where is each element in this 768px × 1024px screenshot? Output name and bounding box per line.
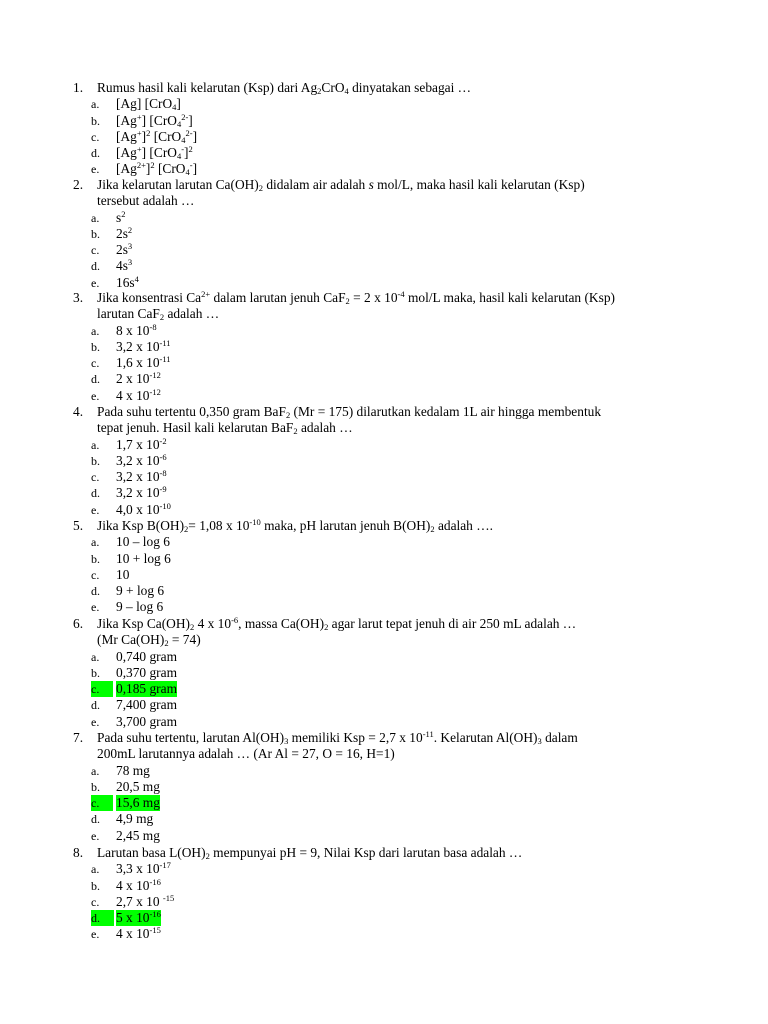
question-6 xyxy=(0,616,768,730)
question-text: Larutan basa $L(OH)_2$ mempunyai pH = 9, Nilai Ksp dari larutan basa adalah … xyxy=(97,845,523,861)
question-line xyxy=(0,177,768,193)
option-letter: d. xyxy=(91,146,100,161)
answer-option xyxy=(0,437,768,453)
option-text: 3,3 x $10^{-17}$ xyxy=(116,860,171,877)
answer-option xyxy=(0,665,768,681)
option-text: 3,2 x $10^{-6}$ xyxy=(116,451,167,468)
option-text: 5 x $10^{-16}$ xyxy=(116,909,161,926)
option-text: 0,185 gram xyxy=(116,681,177,697)
question-text: tersebut adalah … xyxy=(97,193,195,209)
option-text: 0,740 gram xyxy=(116,648,177,664)
answer-option xyxy=(0,355,768,371)
answer-option xyxy=(0,878,768,894)
answer-option xyxy=(0,567,768,583)
question-line xyxy=(0,616,768,632)
option-text: 2 x $10^{-12}$ xyxy=(116,370,161,387)
option-letter: e. xyxy=(91,600,100,615)
option-letter: a. xyxy=(91,437,100,452)
question-2 xyxy=(0,177,768,291)
option-letter: e. xyxy=(91,162,100,177)
option-text: $[Ag^{2+}]^2$ [CrO$_4$-] xyxy=(116,160,198,178)
option-letter: a. xyxy=(91,210,100,225)
question-text: 200mL larutannya adalah … (Ar Al = 27, O = 16, H=1) xyxy=(97,746,395,762)
answer-option xyxy=(0,339,768,355)
option-letter: d. xyxy=(91,584,100,599)
answer-option xyxy=(0,894,768,910)
question-line xyxy=(0,632,768,648)
question-line xyxy=(0,730,768,746)
option-text: 4 x $10^{-16}$ xyxy=(116,876,161,893)
answer-option xyxy=(0,129,768,145)
answer-option-highlighted xyxy=(0,681,768,697)
option-letter: c. xyxy=(91,894,100,909)
question-4 xyxy=(0,404,768,518)
option-text: 9 – log 6 xyxy=(116,599,164,615)
option-text: 15,6 mg xyxy=(116,795,160,811)
question-number: 4. xyxy=(73,404,84,419)
option-text: 4 x $10^{-12}$ xyxy=(116,386,161,403)
option-letter: b. xyxy=(91,226,100,241)
answer-option xyxy=(0,453,768,469)
question-text: Jika Ksp $Ca(OH)_2$ 4 x $10^{-6}$, massa $Ca(OH)_2$ agar larut tepat jenuh di air 250 mL adalah … xyxy=(97,615,577,632)
answer-option xyxy=(0,371,768,387)
option-letter: b. xyxy=(91,339,100,354)
answer-option-highlighted xyxy=(0,910,768,926)
question-text: (Mr $Ca(OH)_2 = 74$) xyxy=(97,632,201,649)
option-text: 3,2 x $10^{-8}$ xyxy=(116,468,167,485)
answer-option xyxy=(0,323,768,339)
option-letter: c. xyxy=(91,356,100,371)
question-5 xyxy=(0,518,768,616)
question-number: 2. xyxy=(73,177,84,192)
question-line xyxy=(0,404,768,420)
answer-option-highlighted xyxy=(0,795,768,811)
option-text: 8 x $10^{-8}$ xyxy=(116,321,157,338)
question-line xyxy=(0,80,768,96)
option-text: 1,6 x $10^{-11}$ xyxy=(116,354,171,371)
option-letter: c. xyxy=(91,681,113,697)
option-text: 10 xyxy=(116,566,130,582)
option-letter: a. xyxy=(91,862,100,877)
answer-option xyxy=(0,502,768,518)
option-text: [Ag+] [CrO$_4^{2-}$] xyxy=(116,111,193,129)
option-letter: e. xyxy=(91,828,100,843)
question-line xyxy=(0,746,768,762)
option-text: $2s^2$ xyxy=(116,224,133,241)
question-number: 6. xyxy=(73,616,84,631)
option-text: 2,45 mg xyxy=(116,827,160,843)
option-letter: a. xyxy=(91,649,100,664)
question-text: Jika konsentrasi $Ca^{2+}$ dalam larutan jenuh CaF$_2$ = 2 x $10^{-4}$ mol/L maka, hasil kali kelarutan (Ksp) xyxy=(97,289,615,306)
answer-option xyxy=(0,599,768,615)
option-text: 4,0 x $10^{-10}$ xyxy=(116,500,171,517)
answer-option xyxy=(0,583,768,599)
answer-option xyxy=(0,649,768,665)
option-letter: e. xyxy=(91,275,100,290)
option-letter: c. xyxy=(91,795,113,811)
option-letter: e. xyxy=(91,927,100,942)
option-text: 7,400 gram xyxy=(116,697,177,713)
answer-option xyxy=(0,861,768,877)
option-letter: e. xyxy=(91,714,100,729)
answer-option xyxy=(0,485,768,501)
answer-option xyxy=(0,714,768,730)
option-letter: d. xyxy=(91,698,100,713)
option-text: 10 – log 6 xyxy=(116,534,170,550)
option-letter: a. xyxy=(91,535,100,550)
option-text: 4,9 mg xyxy=(116,811,154,827)
question-number: 5. xyxy=(73,518,84,533)
option-text: 0,370 gram xyxy=(116,664,177,680)
option-letter: e. xyxy=(91,388,100,403)
question-line xyxy=(0,193,768,209)
option-text: 1,7 x $10^{-2}$ xyxy=(116,435,167,452)
answer-option xyxy=(0,779,768,795)
question-text: larutan CaF$_2$ adalah … xyxy=(97,306,220,323)
question-1 xyxy=(0,80,768,178)
option-text: $[Ag^+]^2$ [CrO$_4^{2-}$] xyxy=(116,127,198,145)
answer-option xyxy=(0,161,768,177)
question-text: Jika kelarutan larutan $Ca(OH)_2$ didalam air adalah s mol/L, maka hasil kali kelarutan (Ksp) xyxy=(97,177,585,193)
option-letter: c. xyxy=(91,129,100,144)
question-text: Jika Ksp $B(OH)_2= 1,08$ x $10^{-10}$ maka, pH larutan jenuh $B(OH)_2$ adalah …. xyxy=(97,517,493,534)
option-text: 2,7 x 10 $^{-15}$ xyxy=(116,892,175,909)
option-letter: d. xyxy=(91,259,100,274)
option-letter: d. xyxy=(91,910,114,926)
option-letter: c. xyxy=(91,567,100,582)
answer-option xyxy=(0,926,768,942)
answer-option xyxy=(0,242,768,258)
option-text: 10 + log 6 xyxy=(116,550,171,566)
option-letter: a. xyxy=(91,763,100,778)
answer-option xyxy=(0,551,768,567)
option-letter: c. xyxy=(91,470,100,485)
question-line xyxy=(0,306,768,322)
answer-option xyxy=(0,145,768,161)
option-letter: d. xyxy=(91,486,100,501)
question-7 xyxy=(0,730,768,844)
question-line xyxy=(0,420,768,436)
option-letter: b. xyxy=(91,665,100,680)
option-text: $16s^4$ xyxy=(116,273,139,290)
answer-option xyxy=(0,388,768,404)
option-letter: b. xyxy=(91,453,100,468)
question-3 xyxy=(0,290,768,404)
option-letter: b. xyxy=(91,878,100,893)
question-number: 1. xyxy=(73,80,84,95)
option-letter: e. xyxy=(91,502,100,517)
option-letter: d. xyxy=(91,372,100,387)
answer-option xyxy=(0,226,768,242)
question-text: Pada suhu tertentu, larutan $Al(OH)_3$ memiliki Ksp = 2,7 x $10^{-11}$. Kelarutan $Al(OH)_3$ dalam xyxy=(97,729,578,746)
option-text: 9 + log 6 xyxy=(116,583,165,599)
answer-option xyxy=(0,828,768,844)
question-line xyxy=(0,845,768,861)
option-text: [Ag+] $[CrO_4^-]^2$ xyxy=(116,144,193,162)
answer-option xyxy=(0,96,768,112)
question-8 xyxy=(0,845,768,943)
option-text: $2s^3$ xyxy=(116,241,133,258)
option-text: 3,700 gram xyxy=(116,713,177,729)
option-text: $4s^3$ xyxy=(116,257,133,274)
option-letter: b. xyxy=(91,113,100,128)
option-letter: a. xyxy=(91,323,100,338)
question-text: tepat jenuh. Hasil kali kelarutan BaF$_2$ adalah … xyxy=(97,420,353,437)
answer-option xyxy=(0,763,768,779)
question-text: Pada suhu tertentu 0,350 gram BaF$_2$ (Mr = 175) dilarutkan kedalam 1L air hingga membentuk xyxy=(97,404,602,420)
question-line xyxy=(0,518,768,534)
option-text: 78 mg xyxy=(116,762,150,778)
answer-option xyxy=(0,210,768,226)
option-text: 4 x $10^{-15}$ xyxy=(116,925,161,942)
answer-option xyxy=(0,469,768,485)
answer-option xyxy=(0,275,768,291)
question-line xyxy=(0,290,768,306)
answer-option xyxy=(0,534,768,550)
answer-option xyxy=(0,113,768,129)
question-number: 8. xyxy=(73,845,84,860)
option-letter: a. xyxy=(91,97,100,112)
question-number: 3. xyxy=(73,290,84,305)
answer-option xyxy=(0,258,768,274)
option-letter: b. xyxy=(91,551,100,566)
option-text: $s^2$ xyxy=(116,208,126,225)
option-letter: b. xyxy=(91,779,100,794)
answer-option xyxy=(0,697,768,713)
option-text: [Ag] [CrO$_4$] xyxy=(116,96,181,113)
option-text: 20,5 mg xyxy=(116,778,160,794)
answer-option xyxy=(0,811,768,827)
option-letter: c. xyxy=(91,243,100,258)
option-text: 3,2 x $10^{-9}$ xyxy=(116,484,167,501)
question-number: 7. xyxy=(73,730,84,745)
option-text: 3,2 x $10^{-11}$ xyxy=(116,337,171,354)
option-letter: d. xyxy=(91,812,100,827)
question-text: Rumus hasil kali kelarutan (Ksp) dari $Ag_2CrO_4$ dinyatakan sebagai … xyxy=(97,80,472,96)
